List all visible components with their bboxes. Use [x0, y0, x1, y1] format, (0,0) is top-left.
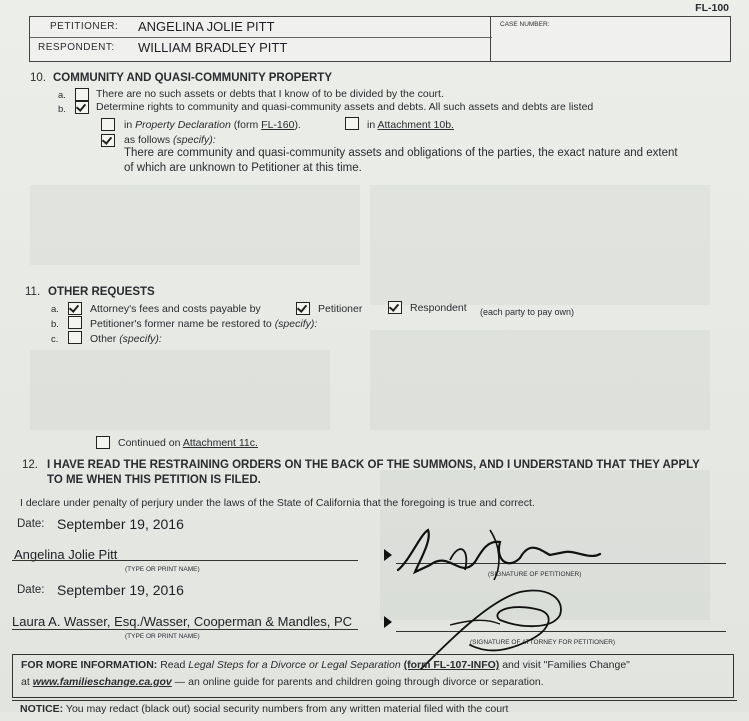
checkbox-continued-11c[interactable]: [96, 436, 110, 449]
option-as-follows: as follows (specify):: [124, 134, 216, 146]
respondent-label: RESPONDENT:: [38, 42, 115, 53]
checkbox-10a[interactable]: [75, 88, 89, 101]
checkbox-payable-respondent[interactable]: [388, 301, 402, 314]
item-11a-letter: a.: [51, 304, 59, 315]
section-12-number: 12.: [22, 459, 38, 471]
checkbox-attachment-10b[interactable]: [345, 117, 359, 130]
item-10b-text: Determine rights to community and quasi-community assets and debts. All such assets and debts are listed: [96, 101, 594, 113]
sig2-date-value: September 19, 2016: [57, 582, 184, 598]
sig2-date-label: Date:: [17, 584, 45, 596]
sig2-name-caption: (TYPE OR PRINT NAME): [125, 633, 200, 640]
checkbox-11a[interactable]: [68, 302, 82, 315]
checkbox-as-follows[interactable]: [101, 134, 115, 147]
fl-107-info-link[interactable]: (form FL-107-INFO): [403, 659, 500, 671]
sig2-signature-caption: (SIGNATURE OF ATTORNEY FOR PETITIONER): [470, 639, 616, 646]
notice-strip: [12, 700, 737, 721]
case-number-label: CASE NUMBER:: [500, 21, 550, 28]
item-11b-letter: b.: [51, 319, 59, 330]
item-11c-letter: c.: [51, 334, 59, 345]
more-info-line-1: FOR MORE INFORMATION: Read Legal Steps for a Divorce or Legal Separation (form FL-107-INFO) and visit "Families Change": [21, 659, 630, 671]
attachment-10b-link[interactable]: Attachment 10b.: [377, 119, 454, 131]
bleed-through-left: [30, 185, 360, 265]
as-follows-line-1: There are community and quasi-community assets and obligations of the parties, the exact nature and extent: [124, 147, 678, 159]
petitioner-label: PETITIONER:: [50, 21, 119, 32]
form-id: FL-100: [695, 2, 729, 14]
continued-attachment-11c: Continued on Attachment 11c.: [118, 437, 258, 449]
section-11-title: OTHER REQUESTS: [48, 286, 155, 298]
item-11a-text: Attorney's fees and costs payable by: [90, 303, 261, 315]
item-10b-letter: b.: [58, 104, 66, 115]
as-follows-line-2: of which are unknown to Petitioner at this time.: [124, 162, 362, 174]
bleed-through-right: [370, 185, 710, 305]
payable-petitioner-label: Petitioner: [318, 303, 363, 315]
sig1-name-line: [12, 560, 358, 561]
sig1-date-label: Date:: [17, 518, 45, 530]
handwritten-signatures: [390, 520, 620, 670]
option-attachment-10b: in Attachment 10b.: [367, 119, 454, 131]
bleed-through-mid: [30, 350, 330, 430]
section-10-title: COMMUNITY AND QUASI-COMMUNITY PROPERTY: [53, 72, 332, 84]
perjury-declaration: I declare under penalty of perjury under the laws of the State of California that the foregoing is true and correct.: [20, 497, 535, 509]
respondent-name: WILLIAM BRADLEY PITT: [138, 40, 288, 55]
checkbox-11c[interactable]: [68, 331, 82, 344]
caption-box: [29, 16, 731, 62]
sig1-name-caption: (TYPE OR PRINT NAME): [125, 566, 200, 573]
item-11c-text: Other (specify):: [90, 333, 162, 345]
more-info-line-2: at www.familieschange.ca.gov — an online guide for parents and children going through divorce or separation.: [21, 676, 544, 688]
sig2-name-line: [12, 629, 358, 630]
checkbox-payable-petitioner[interactable]: [296, 302, 310, 315]
each-party-note: (each party to pay own): [480, 307, 575, 317]
more-information-box: [12, 654, 734, 698]
families-change-link[interactable]: www.familieschange.ca.gov: [32, 676, 172, 688]
payable-respondent-label: Respondent: [410, 302, 467, 314]
checkbox-property-declaration[interactable]: [101, 118, 115, 131]
petitioner-printed-name: Angelina Jolie Pitt: [14, 547, 118, 562]
checkbox-10b[interactable]: [75, 101, 89, 114]
option-property-declaration: in Property Declaration (form FL-160).: [124, 119, 301, 131]
fl-160-link[interactable]: FL-160: [261, 119, 295, 131]
checkbox-11b[interactable]: [68, 316, 82, 329]
sig1-signature-caption: (SIGNATURE OF PETITIONER): [488, 571, 582, 578]
section-11-number: 11.: [25, 286, 41, 298]
section-12-line-1: I HAVE READ THE RESTRAINING ORDERS ON THE BACK OF THE SUMMONS, AND I UNDERSTAND THAT THEY APPLY: [47, 459, 700, 471]
item-10a-text: There are no such assets or debts that I know of to be divided by the court.: [96, 88, 444, 100]
item-11b-text: Petitioner's former name be restored to (specify):: [90, 318, 318, 330]
section-10-number: 10.: [30, 72, 46, 84]
section-12-line-2: TO ME WHEN THIS PETITION IS FILED.: [47, 474, 261, 486]
notice-text: NOTICE: You may redact (black out) social security numbers from any written material filed with the court: [20, 703, 509, 715]
petitioner-name: ANGELINA JOLIE PITT: [138, 19, 275, 34]
item-10a-letter: a.: [58, 90, 66, 101]
bleed-through-mid-right: [370, 330, 710, 430]
attachment-11c-link[interactable]: Attachment 11c.: [182, 437, 258, 449]
attorney-printed-name: Laura A. Wasser, Esq./Wasser, Cooperman & Mandles, PC: [12, 614, 353, 629]
sig1-date-value: September 19, 2016: [57, 516, 184, 532]
